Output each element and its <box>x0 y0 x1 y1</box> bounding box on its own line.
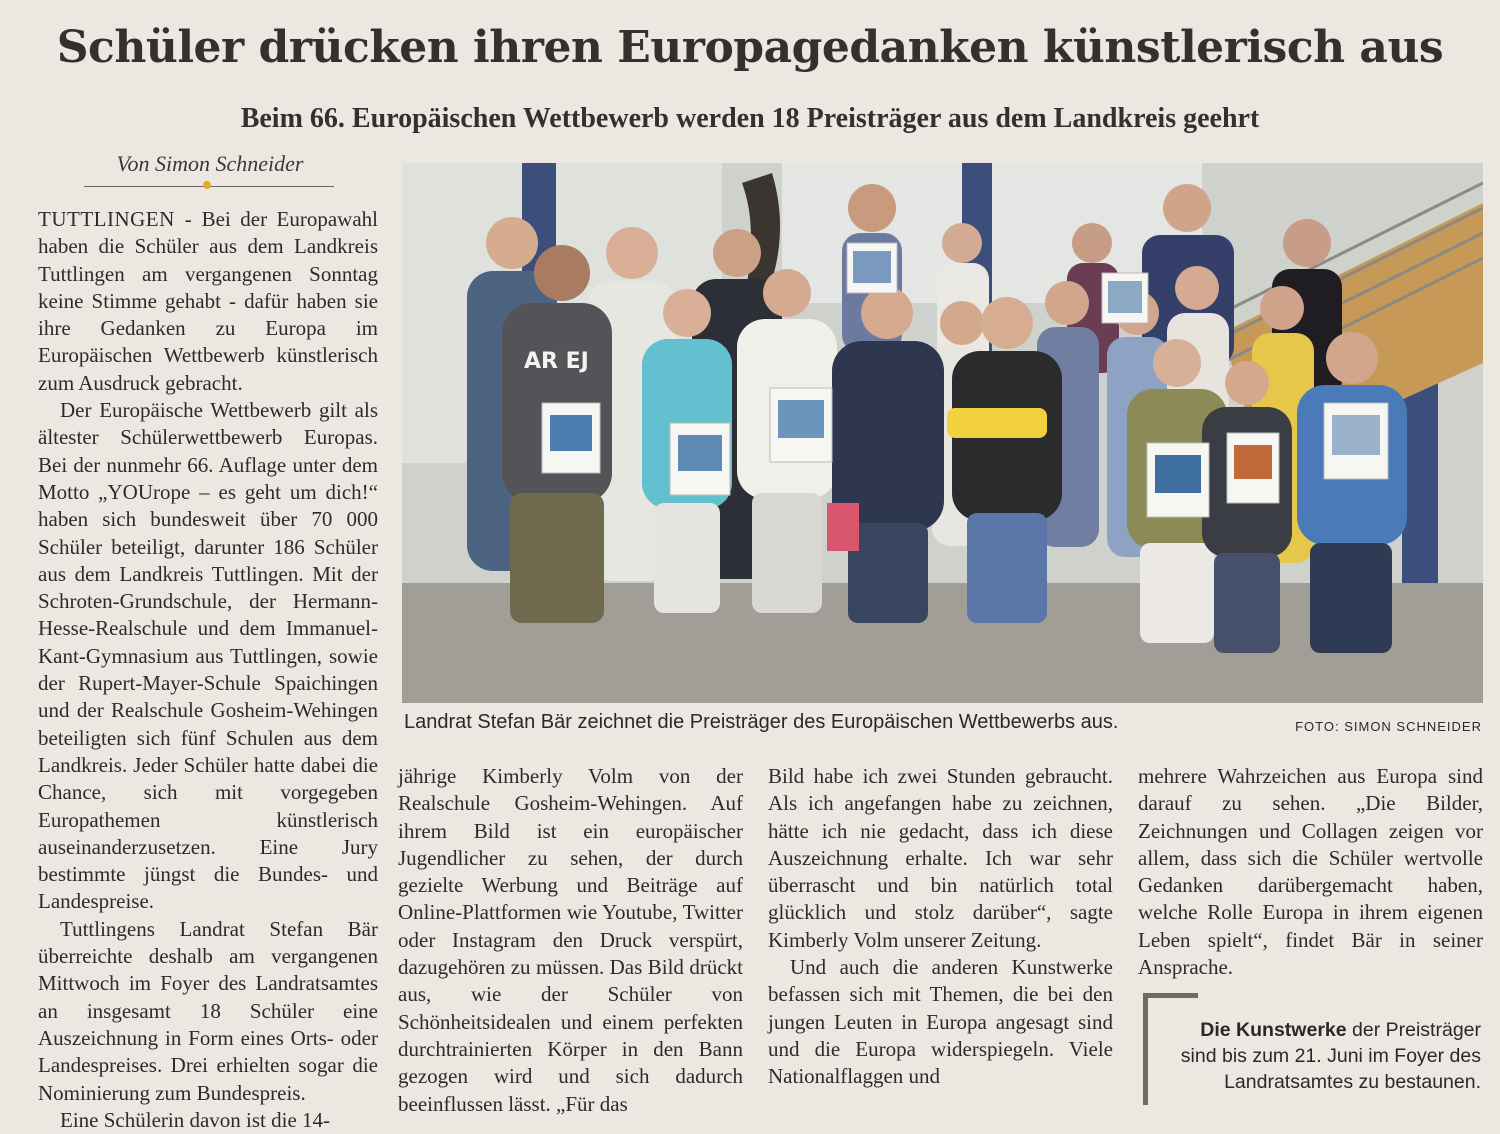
info-box-lead: Die Kunstwerke <box>1200 1019 1347 1041</box>
byline-dot <box>203 181 211 189</box>
yellow-gift <box>947 408 1047 438</box>
byline: Von Simon Schneider <box>116 151 304 176</box>
article-column-2 <box>398 763 743 1118</box>
paragraph: Eine Schülerin davon ist die 14- <box>60 1107 331 1132</box>
paragraph: Bild habe ich zwei Stunden gebraucht. Als ich angefangen habe zu zeichnen, hätte ich nie gedacht, dass ich diese Auszeichnung erhalte. Ich war sehr überrascht und bin natürlich total glücklich und stolz darüber“, sagte Kimberly Volm unserer Zeitung. <box>768 764 1113 952</box>
paragraph: Tuttlingens Landrat Stefan Bär überreichte deshalb am vergangenen Mittwoch im Foyer des Landratsamtes an insgesamt 18 Schüler eine Auszeichnung in Form eines Orts- oder Landespreises. Drei erhielten sogar die Nominierung zum Bundespreis. <box>38 916 378 1105</box>
paragraph: Und auch die anderen Kunstwerke befassen sich mit Themen, die bei den jungen Leuten in Europa angesagt sind und die Europa widerspiegeln. Viele Nationalflaggen und <box>768 955 1113 1089</box>
paragraph: Der Europäische Wettbewerb gilt als ältester Schülerwettbewerb Europas. Bei der nunmehr 66. Auflage unter dem Motto „YOUrope – es geht um dich!“ haben sich bundesweit über 70 000 Schüler beteiligt, darunter 186 Schüler aus dem Landkreis Tuttlingen. Mit der Schroten-Grundschule, der Hermann-Hesse-Realschule und dem Immanuel-Kant-Gymnasium aus Tuttlingen, sowie der Rupert-Mayer-Schule Spaichingen und der Realschule Gosheim-Wehingen beteiligten sich fünf Schulen aus dem Landkreis. Jeder Schüler hatte dabei die Chance, sich mit vorgegeben Europathemen künstlerisch auseinanderzusetzen. Eine Jury bestimmte jüngst die Bundes- und Landespreise. <box>38 398 378 914</box>
article-column-1 <box>38 206 378 1134</box>
shirt-print: AR EJ <box>524 349 589 374</box>
info-box-body: der Preisträger sind bis zum 21. Juni im Foyer des Landratsamtes zu bestaunen. <box>1180 1019 1481 1093</box>
info-box-bracket <box>1143 993 1198 998</box>
article-column-4 <box>1138 763 1483 981</box>
dateline: TUTTLINGEN - <box>38 207 193 231</box>
article-column-3 <box>768 763 1113 1091</box>
photo-credit: FOTO: SIMON SCHNEIDER <box>1295 719 1482 734</box>
photo-illustration <box>402 163 1483 703</box>
group-photo <box>402 163 1483 703</box>
subheadline: Beim 66. Europäischen Wettbewerb werden 18 Preisträger aus dem Landkreis geehrt <box>240 103 1260 134</box>
paragraph: mehrere Wahrzeichen aus Europa sind darauf zu sehen. „Die Bilder, Zeichnungen und Collagen zeigen vor allem, dass sich die Schüler wertvolle Gedanken darübergemacht haben, welche Rolle Europa in ihrem eigenen Leben spielt“, findet Bär in seiner Ansprache. <box>1138 764 1483 980</box>
bleed-through-text <box>0 0 1500 20</box>
paragraph: jährige Kimberly Volm von der Realschule Gosheim-Wehingen. Auf ihrem Bild ist ein europäischer Jugendlicher zu sehen, der durch gezielte Werbung und Beiträge auf Online-Plattformen wie Youtube, Twitter oder Instagram den Druck verspürt, dazugehören zu müssen. Das Bild drückt aus, wie der Schüler von Schönheitsidealen und einem perfekten durchtrainierten Körper in den Bann gezogen wird und sich dadurch beeinflussen lässt. „Für das <box>398 764 743 1116</box>
photo-caption: Landrat Stefan Bär zeichnet die Preisträger des Europäischen Wettbewerbs aus. <box>404 711 1119 733</box>
info-box-text <box>1161 1017 1481 1095</box>
info-box <box>1143 993 1488 1108</box>
paragraph: Bei der Europawahl haben die Schüler aus dem Landkreis Tuttlingen am vergangenen Sonntag keine Stimme gehabt - dafür haben sie ihre Gedanken zu Europa im Europäischen Wettbewerb künstlerisch zum Ausdruck gebracht. <box>38 207 378 395</box>
info-box-bracket <box>1143 993 1148 1105</box>
headline: Schüler drücken ihren Europagedanken künstlerisch aus <box>56 22 1444 73</box>
